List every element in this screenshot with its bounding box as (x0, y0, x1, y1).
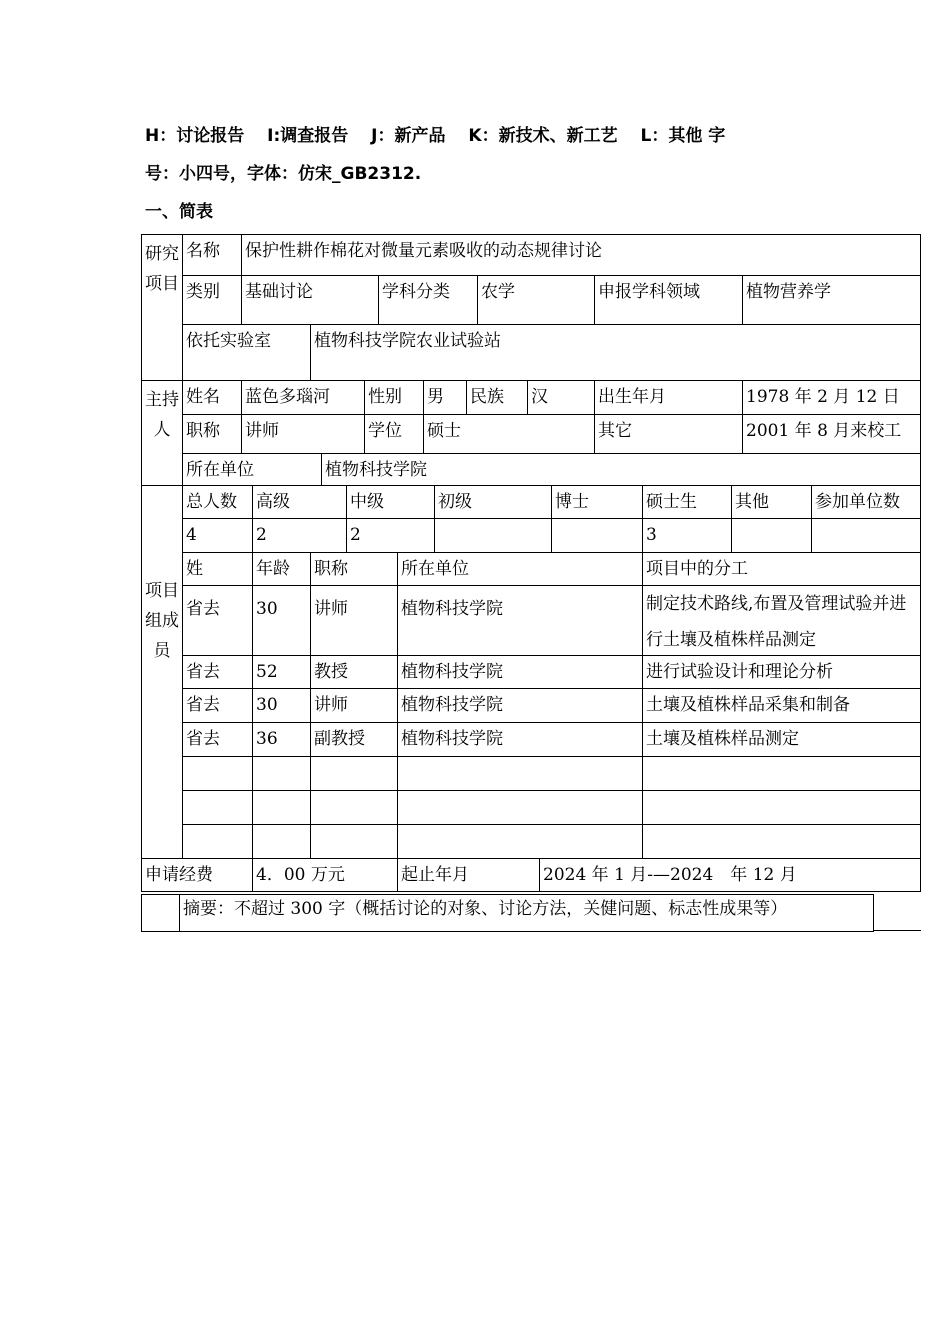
count-value (811, 518, 921, 553)
abstract-text: 摘要：不超过 300 字（概括讨论的对象、讨论方法，关健问题、标志性成果等） (179, 894, 874, 932)
member-cell: 讲师 (310, 688, 398, 723)
count-value: 2 (346, 518, 435, 553)
empty-cell (252, 756, 311, 791)
funding-label: 申请经费 (141, 858, 253, 892)
font-spec-line: 号：小四号，字体：仿宋_GB2312. (145, 164, 422, 184)
project-group-label: 研究项目 (141, 234, 183, 381)
empty-cell (397, 824, 643, 859)
empty-cell (252, 790, 311, 825)
other-label: 其它 (594, 414, 743, 454)
count-header: 总人数 (182, 485, 253, 519)
gender-value: 男 (423, 380, 467, 415)
birth-label: 出生年月 (594, 380, 743, 415)
birth-value: 1978 年 2 月 12 日 (742, 380, 921, 415)
member-cell: 植物科技学院 (397, 722, 643, 757)
member-header: 职称 (310, 552, 398, 586)
member-cell: 教授 (310, 655, 398, 689)
member-cell: 52 (252, 655, 311, 689)
count-header: 中级 (346, 485, 435, 519)
host-name-label: 姓名 (182, 380, 242, 415)
member-cell: 制定技术路线,布置及管理试验并进行土壤及植株样品测定 (642, 585, 921, 656)
host-unit-label: 所在单位 (182, 453, 322, 486)
abstract-side-cell (141, 894, 180, 932)
ethnicity-label: 民族 (466, 380, 528, 415)
empty-cell (310, 756, 398, 791)
count-value (731, 518, 812, 553)
member-cell: 讲师 (310, 585, 398, 656)
count-header: 其他 (731, 485, 812, 519)
discipline-label: 学科分类 (378, 275, 478, 325)
empty-cell (310, 790, 398, 825)
period-label: 起止年月 (397, 858, 540, 892)
host-title-label: 职称 (182, 414, 242, 454)
member-cell: 30 (252, 688, 311, 723)
table-bottom-rule (873, 930, 921, 931)
member-cell: 省去 (182, 585, 253, 656)
empty-cell (642, 756, 921, 791)
report-type-line: H：讨论报告 I:调查报告 J：新产品 K：新技术、新工艺 L：其他 字 (145, 126, 726, 146)
project-name-value: 保护性耕作棉花对微量元素吸收的动态规律讨论 (241, 234, 921, 276)
member-cell: 植物科技学院 (397, 688, 643, 723)
funding-value: 4．00 万元 (252, 858, 398, 892)
count-header: 博士 (551, 485, 643, 519)
count-header: 初级 (434, 485, 552, 519)
count-header: 高级 (252, 485, 347, 519)
member-header: 所在单位 (397, 552, 643, 586)
degree-value: 硕士 (423, 414, 595, 454)
degree-label: 学位 (364, 414, 424, 454)
empty-cell (310, 824, 398, 859)
count-header: 参加单位数 (811, 485, 921, 519)
host-unit-value: 植物科技学院 (321, 453, 921, 486)
member-cell: 进行试验设计和理论分析 (642, 655, 921, 689)
member-header: 姓 (182, 552, 253, 586)
member-cell: 省去 (182, 722, 253, 757)
count-value (434, 518, 552, 553)
member-cell: 副教授 (310, 722, 398, 757)
empty-cell (397, 790, 643, 825)
other-value: 2001 年 8 月来校工 (742, 414, 921, 454)
category-label: 类别 (182, 275, 242, 325)
category-value: 基础讨论 (241, 275, 379, 325)
empty-cell (252, 824, 311, 859)
period-value: 2024 年 1 月-—2024 年 12 月 (539, 858, 921, 892)
empty-cell (182, 790, 253, 825)
empty-cell (642, 824, 921, 859)
gender-label: 性别 (364, 380, 424, 415)
empty-cell (642, 790, 921, 825)
empty-cell (397, 756, 643, 791)
host-group-label: 主持人 (141, 380, 183, 486)
empty-cell (182, 756, 253, 791)
member-cell: 土壤及植株样品测定 (642, 722, 921, 757)
host-title-value: 讲师 (241, 414, 365, 454)
member-cell: 土壤及植株样品采集和制备 (642, 688, 921, 723)
ethnicity-value: 汉 (527, 380, 595, 415)
count-value (551, 518, 643, 553)
host-name-value: 蓝色多瑙河 (241, 380, 365, 415)
count-value: 3 (642, 518, 732, 553)
empty-cell (182, 824, 253, 859)
member-cell: 36 (252, 722, 311, 757)
member-cell: 植物科技学院 (397, 655, 643, 689)
member-header: 项目中的分工 (642, 552, 921, 586)
member-cell: 植物科技学院 (397, 585, 643, 656)
field-value: 植物营养学 (742, 275, 921, 325)
lab-label: 依托实验室 (182, 324, 311, 381)
lab-value: 植物科技学院农业试验站 (310, 324, 921, 381)
count-value: 2 (252, 518, 347, 553)
project-name-label: 名称 (182, 234, 242, 276)
member-cell: 省去 (182, 688, 253, 723)
section-title: 一、简表 (145, 202, 213, 222)
member-cell: 30 (252, 585, 311, 656)
count-value: 4 (182, 518, 253, 553)
discipline-value: 农学 (477, 275, 595, 325)
member-header: 年龄 (252, 552, 311, 586)
field-label: 申报学科领域 (594, 275, 743, 325)
team-group-label: 项目组成员 (141, 485, 183, 859)
count-header: 硕士生 (642, 485, 732, 519)
member-cell: 省去 (182, 655, 253, 689)
